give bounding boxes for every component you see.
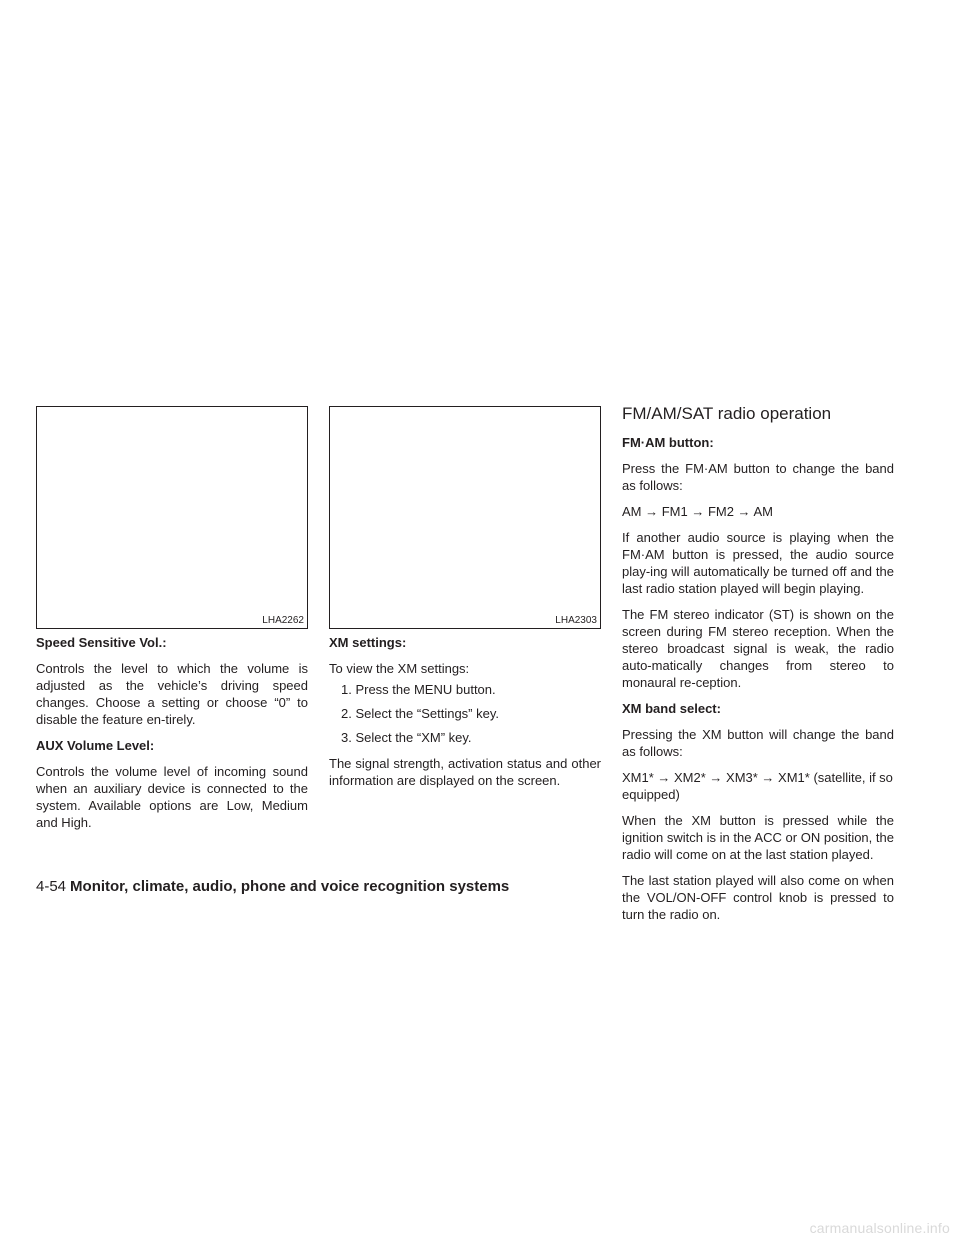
fmam-heading: FM·AM button:	[622, 435, 714, 450]
fmam-paragraph: If another audio source is playing when the FM·AM button is pressed, the audio source play-ing will automatically be turned off and the last radio station played will begin playing.	[622, 530, 894, 596]
xm-settings-intro: To view the XM settings:	[329, 661, 470, 676]
xm-band-paragraph: When the XM button is pressed while the ignition switch is in the ACC or ON position, the radio will come on at the last station played.	[622, 813, 894, 862]
figure-lha2303	[329, 406, 601, 629]
xm-band-heading: XM band select:	[622, 701, 721, 716]
right-column	[622, 404, 894, 932]
xm-settings-heading: XM settings:	[329, 635, 407, 650]
xm-band-paragraph: The last station played will also come on when the VOL/ON-OFF control knob is pressed to turn the radio on.	[622, 873, 894, 922]
page-footer	[36, 878, 509, 896]
step-item: 3. Select the “XM” key.	[341, 730, 472, 745]
watermark: carmanualsonline.info	[809, 1220, 950, 1236]
xm-band-paragraph: Pressing the XM button will change the band as follows:	[622, 727, 894, 759]
speed-sensitive-body: Controls the level to which the volume is adjusted as the vehicle’s driving speed changes. Choose a setting or choose “0” to disable the feature en-tirely.	[36, 661, 308, 727]
figure-lha2262	[36, 406, 308, 629]
xm-settings-steps	[329, 681, 601, 746]
step-item: 2. Select the “Settings” key.	[341, 706, 499, 721]
fmam-paragraph: The FM stereo indicator (ST) is shown on the screen during FM stereo reception. When the stereo broadcast signal is weak, the radio auto-matically changes from stereo to monaural re-ception.	[622, 607, 894, 690]
step-item: 1. Press the MENU button.	[341, 682, 496, 697]
figure-code: LHA2303	[555, 615, 597, 626]
aux-volume-body: Controls the volume level of incoming sound when an auxiliary device is connected to the system. Available options are Low, Medium and High.	[36, 764, 308, 830]
chapter-title: Monitor, climate, audio, phone and voice recognition systems	[70, 878, 510, 895]
fmam-sequence: AM → FM1 → FM2 → AM	[622, 504, 773, 519]
aux-volume-heading: AUX Volume Level:	[36, 738, 155, 753]
fmam-paragraph: Press the FM·AM button to change the band as follows:	[622, 461, 894, 493]
speed-sensitive-heading: Speed Sensitive Vol.:	[36, 635, 167, 650]
left-column	[36, 634, 308, 840]
xm-settings-outro: The signal strength, activation status and other information are displayed on the screen.	[329, 756, 601, 788]
figure-code: LHA2262	[262, 615, 304, 626]
middle-column	[329, 634, 601, 798]
xm-band-sequence: XM1* → XM2* → XM3* → XM1* (satellite, if so equipped)	[622, 770, 893, 802]
page-number: 4-54	[36, 878, 67, 895]
section-title: FM/AM/SAT radio operation	[622, 404, 832, 423]
